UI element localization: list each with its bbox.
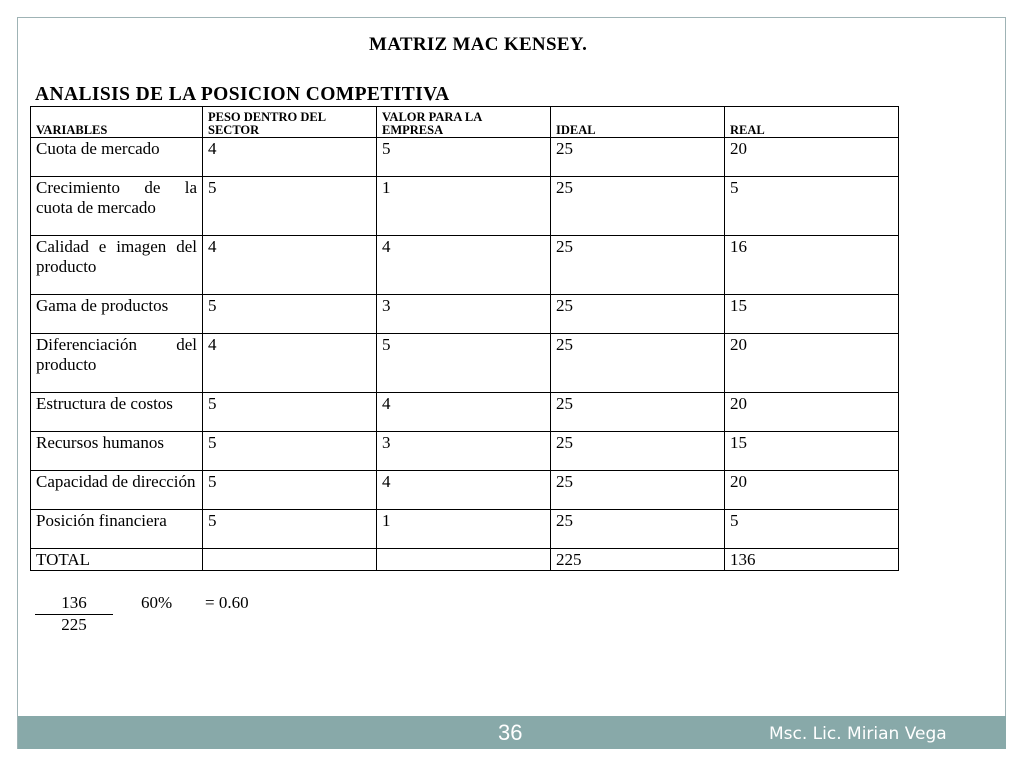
cell-variable: Recursos humanos <box>31 432 203 471</box>
fraction <box>35 593 113 635</box>
cell-ideal-total: 225 <box>551 549 725 571</box>
cell-ideal: 25 <box>551 236 725 295</box>
cell-real: 15 <box>725 432 899 471</box>
table-row <box>31 334 899 393</box>
cell-ideal: 25 <box>551 177 725 236</box>
cell-valor: 5 <box>377 138 551 177</box>
table-row <box>31 471 899 510</box>
cell-valor: 1 <box>377 177 551 236</box>
cell-ideal: 25 <box>551 432 725 471</box>
cell-valor: 1 <box>377 510 551 549</box>
header-real: REAL <box>725 107 899 138</box>
cell-peso: 5 <box>203 177 377 236</box>
cell-real: 20 <box>725 334 899 393</box>
cell-real: 20 <box>725 471 899 510</box>
cell-ideal: 25 <box>551 138 725 177</box>
cell-variable: Estructura de costos <box>31 393 203 432</box>
cell-peso <box>203 549 377 571</box>
cell-variable: Gama de productos <box>31 295 203 334</box>
header-variables: VARIABLES <box>31 107 203 138</box>
cell-valor: 4 <box>377 471 551 510</box>
cell-peso: 4 <box>203 236 377 295</box>
cell-valor <box>377 549 551 571</box>
page-number: 36 <box>498 720 523 745</box>
table-row <box>31 177 899 236</box>
table-row <box>31 236 899 295</box>
cell-valor: 4 <box>377 236 551 295</box>
section-title: ANALISIS DE LA POSICION COMPETITIVA <box>35 84 450 105</box>
table-total-row <box>31 549 899 571</box>
fraction-denominator: 225 <box>61 615 87 634</box>
table-header-row <box>31 107 899 138</box>
decimal-result: = 0.60 <box>205 593 249 612</box>
header-valor: VALOR PARA LA EMPRESA <box>377 107 551 138</box>
table-row <box>31 295 899 334</box>
table-row <box>31 432 899 471</box>
cell-ideal: 25 <box>551 393 725 432</box>
author-credit: Msc. Lic. Mirian Vega <box>769 724 947 744</box>
cell-ideal: 25 <box>551 295 725 334</box>
cell-valor: 5 <box>377 334 551 393</box>
table-row <box>31 510 899 549</box>
cell-peso: 5 <box>203 295 377 334</box>
cell-variable: Posición financiera <box>31 510 203 549</box>
cell-variable: Diferenciación del producto <box>31 334 203 393</box>
cell-ideal: 25 <box>551 510 725 549</box>
cell-variable: Capacidad de dirección <box>31 471 203 510</box>
cell-real: 20 <box>725 138 899 177</box>
header-peso: PESO DENTRO DEL SECTOR <box>203 107 377 138</box>
cell-ideal: 25 <box>551 334 725 393</box>
percent-value: 60% <box>141 593 173 612</box>
cell-real: 20 <box>725 393 899 432</box>
cell-ideal: 25 <box>551 471 725 510</box>
cell-valor: 3 <box>377 295 551 334</box>
header-ideal: IDEAL <box>551 107 725 138</box>
cell-peso: 5 <box>203 393 377 432</box>
cell-peso: 5 <box>203 471 377 510</box>
cell-peso: 5 <box>203 510 377 549</box>
table-row <box>31 393 899 432</box>
cell-peso: 4 <box>203 334 377 393</box>
cell-peso: 4 <box>203 138 377 177</box>
cell-variable: Cuota de mercado <box>31 138 203 177</box>
cell-real-total: 136 <box>725 549 899 571</box>
document-title: MATRIZ MAC KENSEY. <box>369 34 588 55</box>
fraction-numerator: 136 <box>35 593 113 615</box>
cell-peso: 5 <box>203 432 377 471</box>
cell-real: 16 <box>725 236 899 295</box>
cell-valor: 4 <box>377 393 551 432</box>
cell-real: 5 <box>725 177 899 236</box>
cell-total-label: TOTAL <box>31 549 203 571</box>
cell-variable: Crecimiento de la cuota de mercado <box>31 177 203 236</box>
competitive-position-table <box>30 106 899 571</box>
cell-variable: Calidad e imagen del producto <box>31 236 203 295</box>
table-row <box>31 138 899 177</box>
cell-valor: 3 <box>377 432 551 471</box>
cell-real: 5 <box>725 510 899 549</box>
cell-real: 15 <box>725 295 899 334</box>
